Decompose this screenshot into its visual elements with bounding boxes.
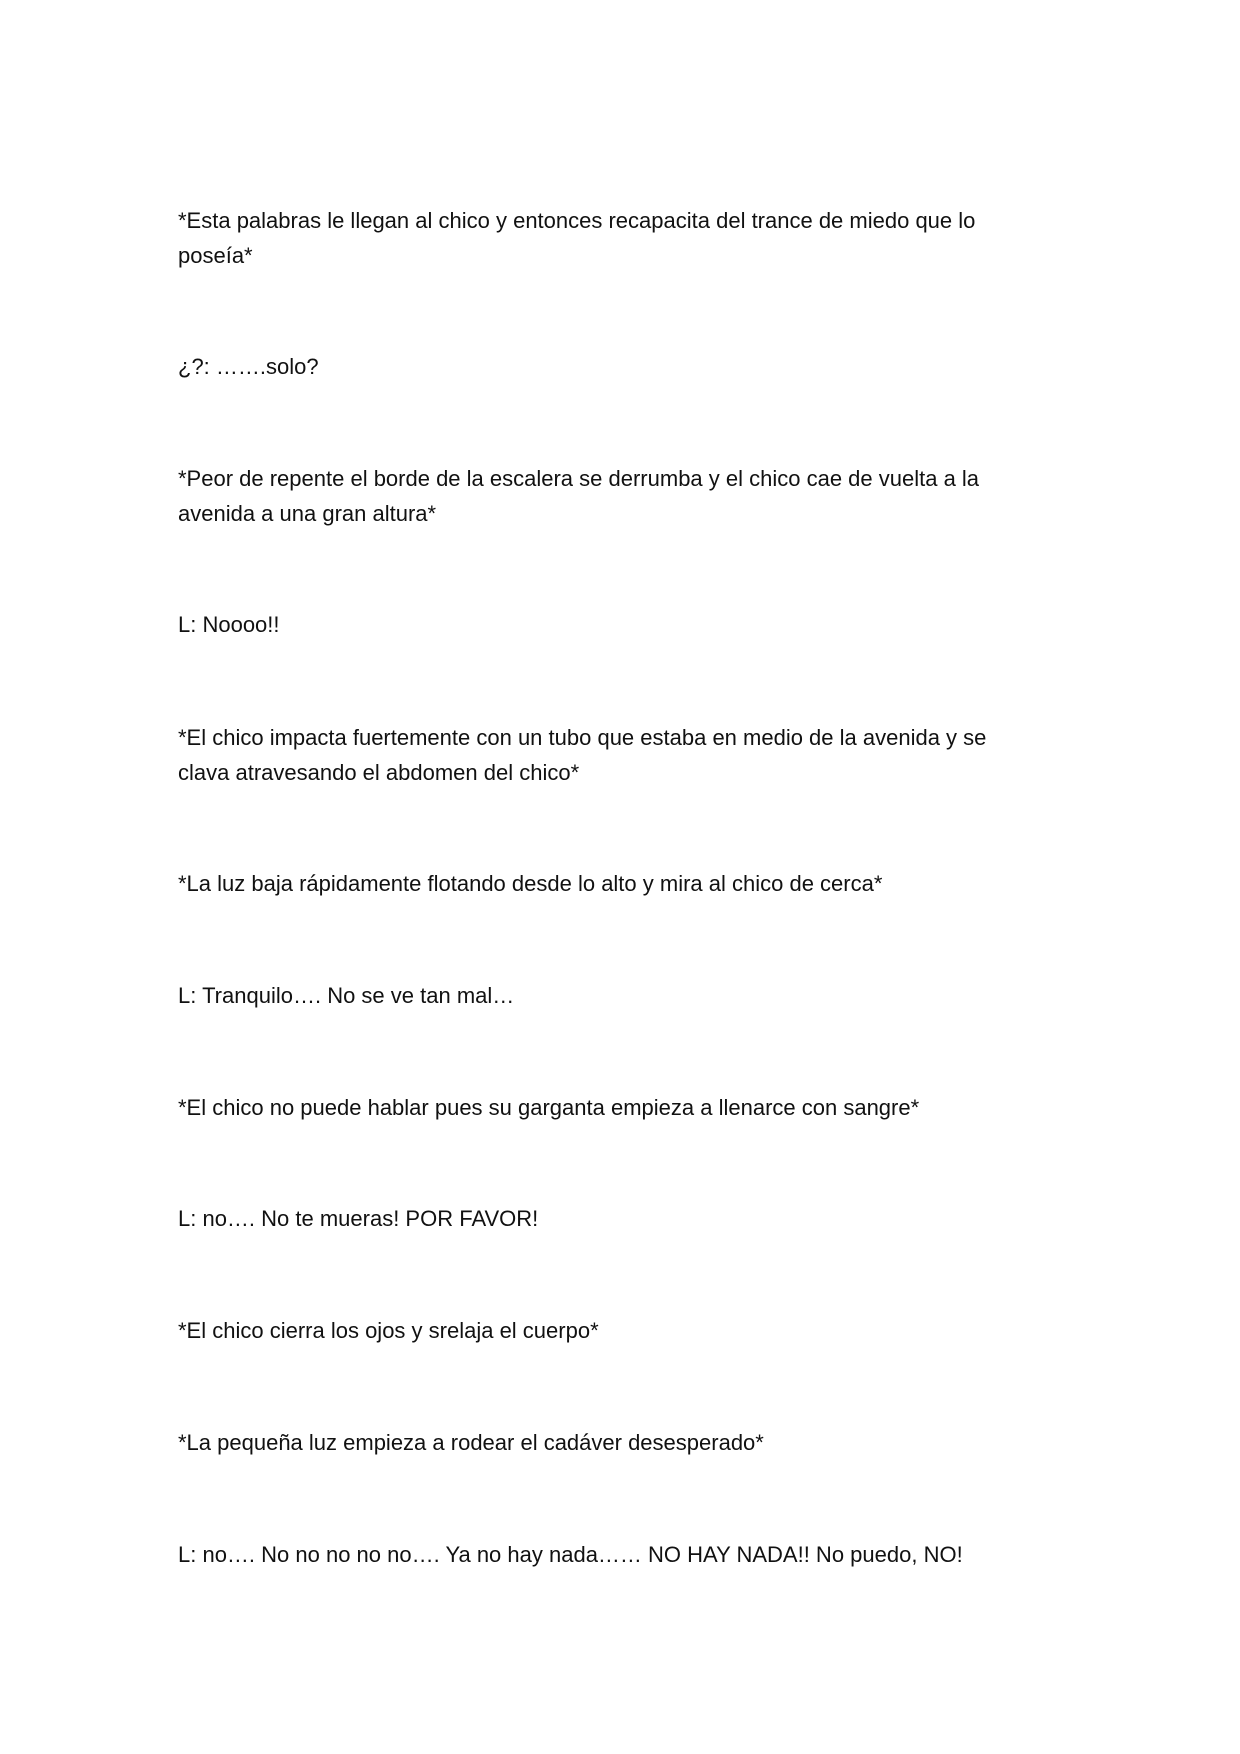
paragraph-dialogue: L: Noooo!!	[178, 612, 280, 637]
paragraph-dialogue: L: no…. No te mueras! POR FAVOR!	[178, 1206, 539, 1231]
paragraph-dialogue: L: Tranquilo…. No se ve tan mal…	[178, 983, 515, 1008]
paragraph-narration: *La luz baja rápidamente flotando desde lo alto y mira al chico de cerca*	[178, 871, 883, 896]
paragraph-dialogue: ¿?: …….solo?	[178, 354, 319, 379]
paragraph-narration: *El chico impacta fuertemente con un tubo que estaba en medio de la avenida y se clava atravesando el abdomen del chico*	[178, 725, 987, 785]
paragraph-narration: *La pequeña luz empieza a rodear el cadáver desesperado*	[178, 1430, 764, 1455]
paragraph-narration: *El chico cierra los ojos y srelaja el cuerpo*	[178, 1318, 599, 1343]
paragraph-dialogue: L: no…. No no no no no…. Ya no hay nada…… NO HAY NADA!! No puedo, NO!	[178, 1542, 963, 1567]
paragraph-narration: *Peor de repente el borde de la escalera se derrumba y el chico cae de vuelta a la avenida a una gran altura*	[178, 466, 980, 526]
paragraph-narration: *Esta palabras le llegan al chico y entonces recapacita del trance de miedo que lo poseía*	[178, 208, 976, 268]
paragraph-narration: *El chico no puede hablar pues su garganta empieza a llenarce con sangre*	[178, 1095, 920, 1120]
